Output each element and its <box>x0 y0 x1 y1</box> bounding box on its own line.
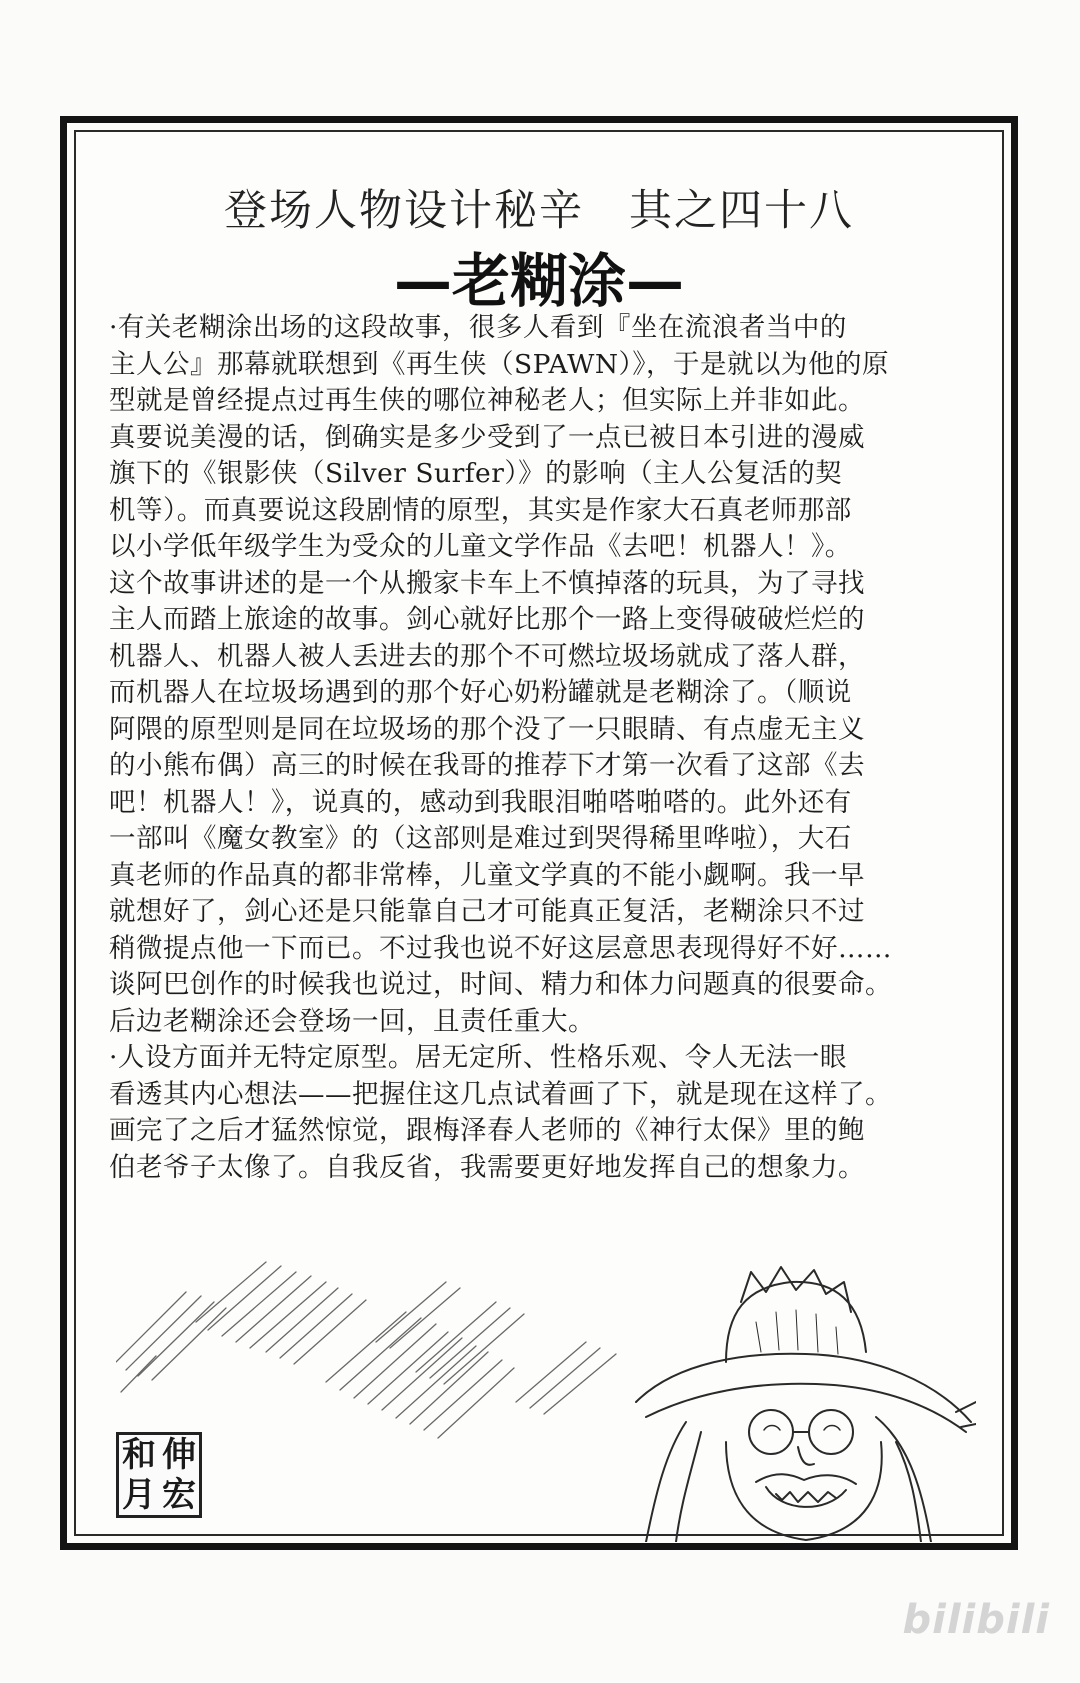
text-line: 机器人、机器人被人丢进去的那个不可燃垃圾场就成了落人群， <box>109 640 865 672</box>
bilibili-watermark: bilibili <box>902 1597 1050 1643</box>
text-line: 后边老糊涂还会登场一回，且责任重大。 <box>109 1005 595 1037</box>
text-line: 吧！机器人！》，说真的，感动到我眼泪啪嗒啪嗒的。此外还有 <box>109 786 852 818</box>
page-frame <box>60 116 1018 1550</box>
artist-seal <box>116 1432 202 1518</box>
text-line: 伯老爷子太像了。自我反省，我需要更好地发挥自己的想象力。 <box>109 1151 865 1183</box>
character-sketch <box>576 1242 976 1542</box>
text-line: 就想好了，剑心还是只能靠自己才可能真正复活，老糊涂只不过 <box>109 896 865 927</box>
text-line: 谈阿巴创作的时候我也说过，时间、精力和体力问题真的很要命。 <box>109 969 892 1000</box>
text-line: 真老师的作品真的都非常棒，儿童文学真的不能小觑啊。我一早 <box>109 859 865 891</box>
text-line: 稍微提点他一下而已。不过我也说不好这层意思表现得好不好…… <box>109 932 892 964</box>
character-name-title: —老糊涂— <box>393 247 684 315</box>
text-line: 的小熊布偶）高三的时候在我哥的推荐下才第一次看了这部《去 <box>109 750 865 781</box>
text-line: 看透其内心想法——把握住这几点试着画了下，就是现在这样了。 <box>109 1078 892 1110</box>
inner-border <box>74 130 1004 1536</box>
text-line: 真要说美漫的话，倒确实是多少受到了一点已被日本引进的漫威 <box>109 421 865 453</box>
text-line: 一部叫《魔女教室》的（这部则是难过到哭得稀里哗啦），大石 <box>109 823 852 854</box>
text-line: ·有关老糊涂出场的这段故事，很多人看到『坐在流浪者当中的 <box>109 312 847 343</box>
seal-char: 月 <box>122 1475 156 1515</box>
seal-char: 伸 <box>162 1435 196 1475</box>
text-line: 型就是曾经提点过再生侠的哪位神秘老人；但实际上并非如此。 <box>109 385 865 416</box>
text-line: 旗下的《银影侠（Silver Surfer）》的影响（主人公复活的契 <box>109 458 843 489</box>
text-line: 以小学低年级学生为受众的儿童文学作品《去吧！机器人！》。 <box>109 531 852 562</box>
text-line: ·人设方面并无特定原型。居无定所、性格乐观、令人无法一眼 <box>109 1042 847 1073</box>
seal-char: 和 <box>122 1435 156 1475</box>
section-heading: 登场人物设计秘辛 其之四十八 <box>224 186 854 236</box>
seal-char: 宏 <box>162 1475 196 1515</box>
text-line: 机等）。而真要说这段剧情的原型，其实是作家大石真老师那部 <box>109 494 852 526</box>
text-line: 画完了之后才猛然惊觉，跟梅泽春人老师的《神行太保》里的鲍 <box>109 1115 865 1146</box>
text-line: 而机器人在垃圾场遇到的那个好心奶粉罐就是老糊涂了。（顺说 <box>109 677 852 708</box>
body-text <box>109 310 991 1186</box>
text-line: 主人而踏上旅途的故事。剑心就好比那个一路上变得破破烂烂的 <box>109 604 865 635</box>
text-line: 主人公』那幕就联想到《再生侠（SPAWN）》，于是就以为他的原 <box>109 348 890 380</box>
text-line: 这个故事讲述的是一个从搬家卡车上不慎掉落的玩具，为了寻找 <box>109 567 865 599</box>
text-line: 阿隈的原型则是同在垃圾场的那个没了一只眼睛、有点虚无主义 <box>109 713 865 745</box>
